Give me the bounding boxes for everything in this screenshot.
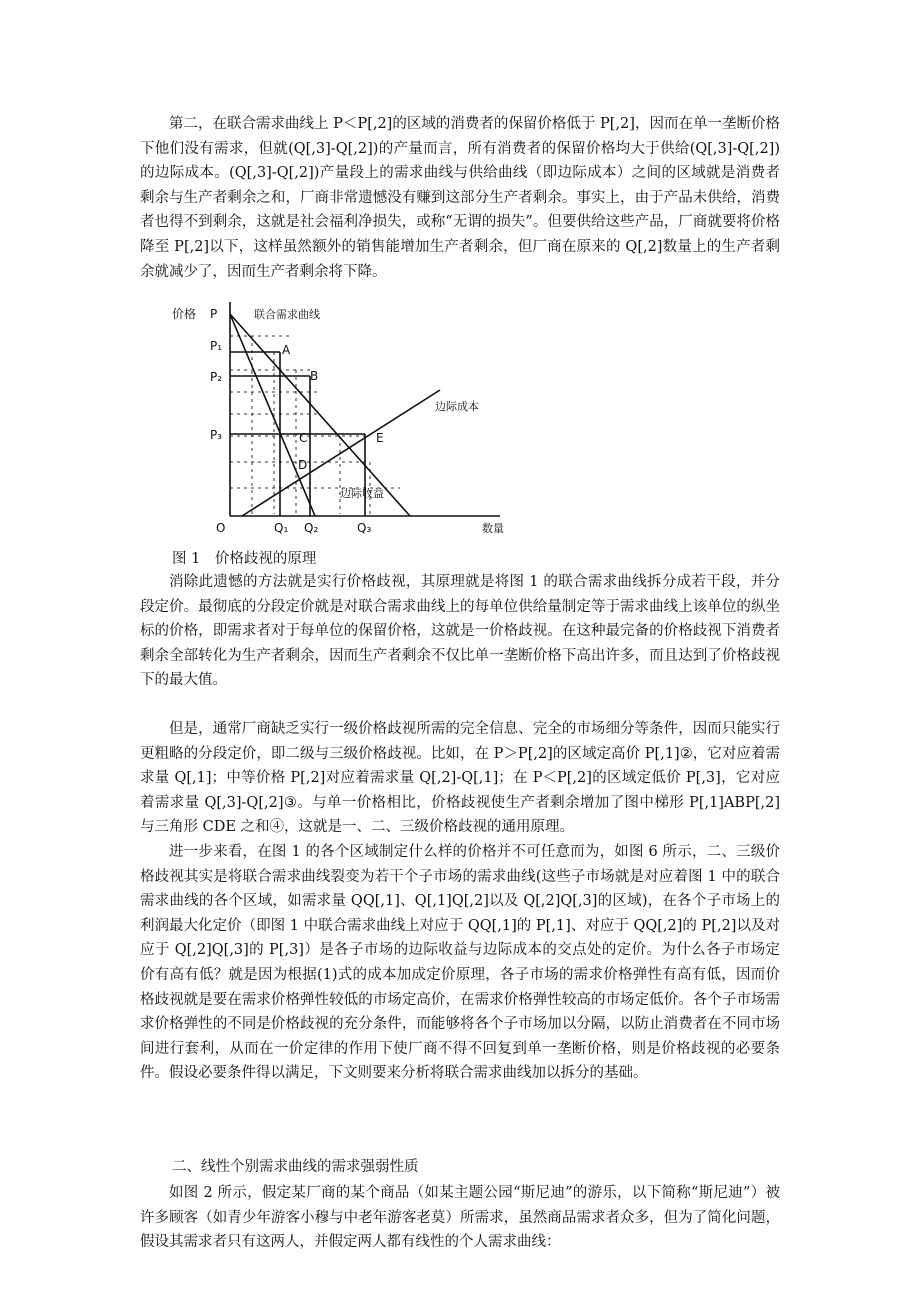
marginal-cost-label: 边际成本 bbox=[435, 400, 479, 413]
point-e-label: E bbox=[376, 431, 384, 445]
paragraph-1: 第二，在联合需求曲线上 P＜P[,2]的区域的消费者的保留价格低于 P[,2]，因而在单一垄断价格下他们没有需求，但就(Q[,3]-Q[,2])的产量而言，所有消费者的保留价格均大于供给(Q[,3]-Q[,2])的边际成本。(Q[,3]-Q[,2])产量段上的需求曲线与供给曲线（即边际成本）之间的区域就是消费者剩余与生产者剩余之和，厂商非常遗憾没有赚到这部分生产者剩余。事实上，由于产品未供给，消费者也得不到剩余，这就是社会福利净损失，或称“无谓的损失”。但要供给这些产品，厂商就要将价格降至 P[,2]以下，这样虽然额外的销售能增加生产者剩余，但厂商在原来的 Q[,2]数量上的生产者剩余就减少了，因而生产者剩余将下降。 bbox=[140, 116, 780, 280]
p-label: P bbox=[210, 307, 218, 321]
x-axis-label: 数量 bbox=[482, 522, 504, 535]
marginal-revenue-label: 边际收益 bbox=[340, 487, 384, 500]
p1-label: P₁ bbox=[210, 339, 223, 353]
marginal-revenue-line bbox=[230, 314, 315, 516]
paragraph-5: 如图 2 所示，假定某厂商的某个商品（如某主题公园“斯尼迪”的游乐，以下简称“斯尼迪”）被许多顾客（如青少年游客小穆与中老年游客老莫）所需求，虽然商品需求者众多，但为了简化问题，假设其需求者只有这两人，并假定两人都有线性的个人需求曲线： bbox=[140, 1185, 780, 1251]
paragraph-3: 但是，通常厂商缺乏实行一级价格歧视所需的完全信息、完全的市场细分等条件，因而只能实行更粗略的分段定价，即二级与三级价格歧视。比如，在 P＞P[,2]的区域定高价 P[,1]②，它对应着需求量 Q[,1]；中等价格 P[,2]对应着需求量 Q[,2]-Q[,1]；在 P＜P[,2]的区域定低价 P[,3]，它对应着需求量 Q[,3]-Q[,2]③。与单一价格相比，价格歧视使生产者剩余增加了图中梯形 P[,1]ABP[,2]与三角形 CDE 之和④，这就是一、二、三级价格歧视的通用原理。 bbox=[140, 721, 780, 836]
paragraph-4: 进一步来看，在图 1 的各个区域制定什么样的价格并不可任意而为，如图 6 所示，二、三级价格歧视其实是将联合需求曲线裂变为若干个子市场的需求曲线(这些子市场就是对应着图 1 中的联合需求曲线的各个区域，如需求量 QQ[,1]、Q[,1]Q[,2]以及 Q[,2]Q[,3]的区域)，在各个子市场上的利润最大化定价（即图 1 中联合需求曲线上对应于 QQ[,1]的 P[,1]、对应于 QQ[,2]的 P[,2]以及对应于 Q[,2]Q[,3]的 P[,3]）是各子市场的边际收益与边际成本的交点处的定价。为什么各子市场定价有高有低？就是因为根据(1)式的成本加成定价原理，各子市场的需求价格弹性有高有低，因而价格歧视就是要在需求价格弹性较低的市场定高价，在需求价格弹性较高的市场定低价。各个子市场需求价格弹性的不同是价格歧视的充分条件，而能够将各个子市场加以分隔，以防止消费者在不同市场间进行套利，从而在一价定律的作用下使厂商不得不回复到单一垄断价格，则是价格歧视的必要条件。假设必要条件得以满足，下文则要来分析将联合需求曲线加以拆分的基础。 bbox=[140, 844, 780, 1082]
point-d-label: D bbox=[298, 458, 308, 472]
joint-demand-curve bbox=[230, 314, 410, 516]
origin-label: O bbox=[216, 521, 226, 535]
price-discrimination-diagram bbox=[170, 292, 530, 542]
point-b-label: B bbox=[310, 369, 319, 383]
point-c-label: C bbox=[299, 431, 308, 445]
q1-label: Q₁ bbox=[274, 521, 289, 535]
point-a-label: A bbox=[282, 343, 291, 357]
p3-label: P₃ bbox=[210, 428, 223, 442]
figure-caption: 图 1 价格歧视的原理 bbox=[172, 551, 317, 567]
paragraph-2: 消除此遗憾的方法就是实行价格歧视，其原理就是将图 1 的联合需求曲线拆分成若干段，并分段定价。最彻底的分段定价就是对联合需求曲线上的每单位供给量制定等于需求曲线上该单位的纵坐标的价格，即需求者对于每单位的保留价格，这就是一价格歧视。在这种最完备的价格歧视下消费者剩余全部转化为生产者剩余，因而生产者剩余不仅比单一垄断价格下高出许多，而且达到了价格歧视下的最大值。 bbox=[140, 574, 780, 689]
p2-label: P₂ bbox=[210, 370, 223, 384]
section-heading: 二、线性个别需求曲线的需求强弱性质 bbox=[172, 1159, 419, 1175]
q2-label: Q₂ bbox=[304, 521, 319, 535]
y-axis-label: 价格 bbox=[172, 307, 197, 321]
joint-demand-curve-label: 联合需求曲线 bbox=[254, 308, 320, 321]
figure-price-discrimination bbox=[170, 292, 530, 542]
q3-label: Q₃ bbox=[357, 521, 372, 535]
